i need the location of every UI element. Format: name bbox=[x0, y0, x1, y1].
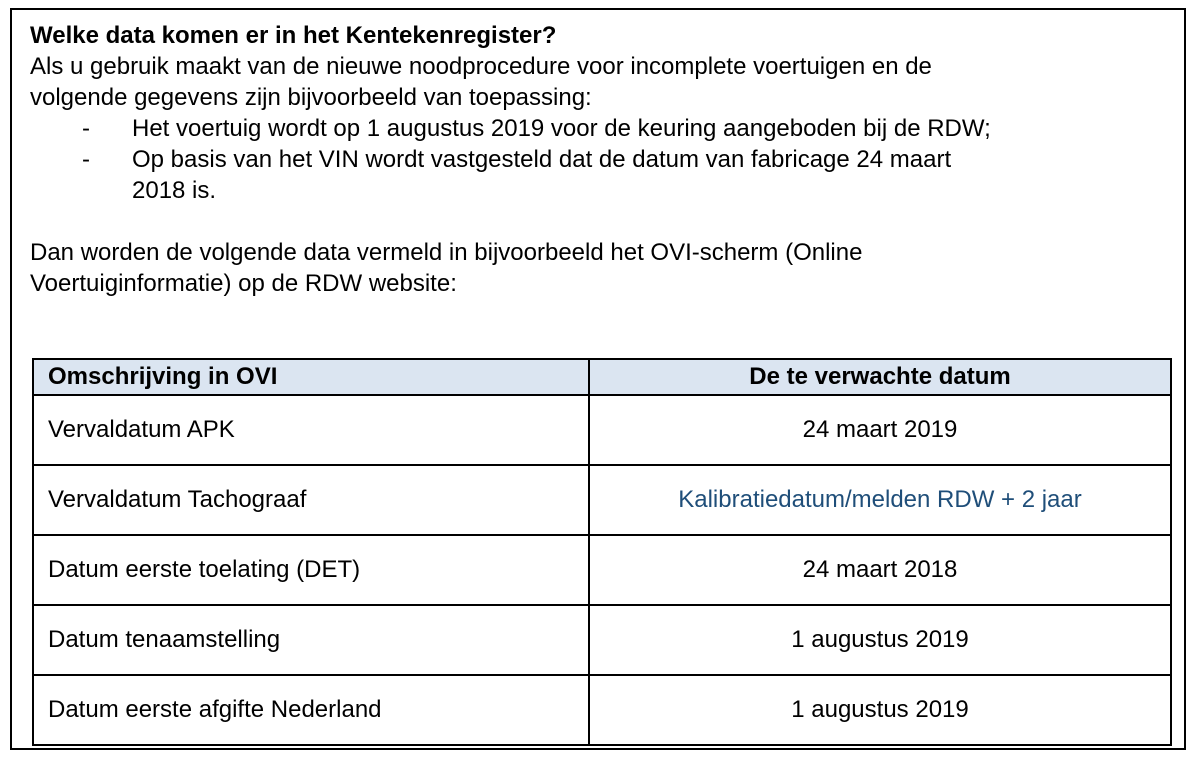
intro-line: volgende gegevens zijn bijvoorbeeld van toepassing: bbox=[30, 84, 592, 111]
ovi-table bbox=[32, 358, 1172, 746]
bullet-text: 2018 is. bbox=[132, 177, 217, 204]
row-date: 1 augustus 2019 bbox=[589, 605, 1171, 675]
table-header-row bbox=[33, 359, 1171, 395]
table-row bbox=[33, 465, 1171, 535]
intro-line: Als u gebruik maakt van de nieuwe noodprocedure voor incomplete voertuigen en de bbox=[30, 53, 932, 80]
bullet-item bbox=[30, 113, 1170, 144]
row-description: Datum eerste toelating (DET) bbox=[33, 535, 589, 605]
bullet-text: Het voertuig wordt op 1 augustus 2019 voor de keuring aangeboden bij de RDW; bbox=[132, 115, 991, 142]
table-row bbox=[33, 535, 1171, 605]
document-text bbox=[30, 20, 1170, 299]
row-description: Vervaldatum APK bbox=[33, 395, 589, 465]
table-row bbox=[33, 395, 1171, 465]
row-date: 24 maart 2019 bbox=[589, 395, 1171, 465]
bullet-dash: - bbox=[82, 115, 90, 142]
outro-paragraph bbox=[30, 237, 1170, 299]
row-date: 24 maart 2018 bbox=[589, 535, 1171, 605]
intro-paragraph bbox=[30, 51, 1170, 113]
row-date: 1 augustus 2019 bbox=[589, 675, 1171, 745]
column-header-date: De te verwachte datum bbox=[589, 359, 1171, 395]
outro-line: Voertuiginformatie) op de RDW website: bbox=[30, 270, 457, 297]
bullet-list bbox=[30, 113, 1170, 206]
row-description: Vervaldatum Tachograaf bbox=[33, 465, 589, 535]
column-header-description: Omschrijving in OVI bbox=[33, 359, 589, 395]
row-description: Datum tenaamstelling bbox=[33, 605, 589, 675]
bullet-item bbox=[30, 144, 1170, 206]
table-row bbox=[33, 675, 1171, 745]
document-heading: Welke data komen er in het Kentekenregister? bbox=[30, 22, 557, 49]
row-description: Datum eerste afgifte Nederland bbox=[33, 675, 589, 745]
bullet-dash: - bbox=[82, 146, 90, 173]
table-row bbox=[33, 605, 1171, 675]
bullet-text: Op basis van het VIN wordt vastgesteld dat de datum van fabricage 24 maart bbox=[132, 146, 952, 173]
row-date-highlighted: Kalibratiedatum/melden RDW + 2 jaar bbox=[589, 465, 1171, 535]
paragraph-spacer bbox=[30, 206, 1170, 237]
outro-line: Dan worden de volgende data vermeld in bijvoorbeeld het OVI-scherm (Online bbox=[30, 239, 863, 266]
